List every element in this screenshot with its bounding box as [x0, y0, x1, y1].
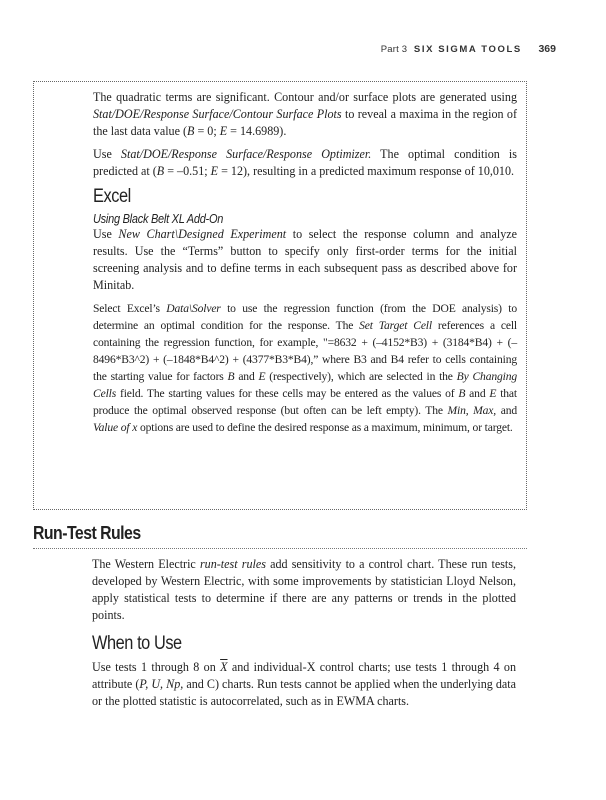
- excel-heading: Excel: [93, 186, 131, 207]
- paragraph-solver: Select Excel’s Data\Solver to use the regression function (from the DOE analysis) to determine an optimal condition for the response. The Set Target Cell references a cell containing the regression function, for example, "=8632 + (–4152*B3) + (3184*B4) + (–8496*B3^2) + (–1848*B4^2) + (4377*B3*B4),” where B3 and B4 refer to cells containing the starting value for factors B and E (respectively), which are selected in the By Changing Cells field. The starting values for these cells may be entered as the values of B and E that produce the optimal observed response (but often can be left empty). The Min, Max, and Value of x options are used to define the desired response as a maximum, minimum, or target.: [93, 302, 517, 434]
- paragraph-western-electric: The Western Electric run-test rules add sensitivity to a control chart. These run tests, developed by Western Electric, with some improvements by statistician Lloyd Nelson, apply statistical tests to determine if there are any patterns or trends in the plotted points.: [92, 557, 517, 622]
- paragraph-new-chart: Use New Chart\Designed Experiment to select the response column and analyze results. Use the “Terms” button to specify only first-order terms for the initial screening analysis and to define terms in each subsequent pass as described above for Minitab.: [93, 227, 517, 292]
- paragraph-quadratic: The quadratic terms are significant. Contour and/or surface plots are generated using Stat/DOE/Response Surface/Contour Surface Plots to reveal a maxima in the region of the last data value (B = 0; E = 14.6989).: [93, 90, 518, 138]
- running-header: [381, 43, 556, 55]
- box-content: [93, 89, 517, 442]
- x-bar-symbol: $\overline{X}$: [220, 660, 228, 674]
- header-part: Part 3: [380, 44, 408, 55]
- paragraph-when-to-use: Use tests 1 through 8 on $\overline{X}$ and individual-X control charts; use tests 1 through 4 on attribute (P, U, Np, and C) charts. Run tests cannot be applied when the underlying data or the plotted statistic is autocorrelated, such as in EWMA charts.: [92, 660, 516, 708]
- section-divider: [33, 548, 527, 549]
- paragraph-optimizer: Use Stat/DOE/Response Surface/Response Optimizer. The optimal condition is predicted at (B = –0.51; E = 12), resulting in a predicted maximum response of 10,010.: [93, 147, 517, 178]
- page-number: 369: [538, 43, 556, 55]
- addon-subheading: Using Black Belt XL Add-On: [93, 212, 224, 226]
- header-section: SIX SIGMA TOOLS: [413, 44, 522, 55]
- when-to-use-heading: When to Use: [92, 633, 182, 654]
- run-test-rules-title: Run-Test Rules: [33, 523, 141, 543]
- continued-example-box: [33, 81, 527, 510]
- run-test-body: [92, 556, 516, 716]
